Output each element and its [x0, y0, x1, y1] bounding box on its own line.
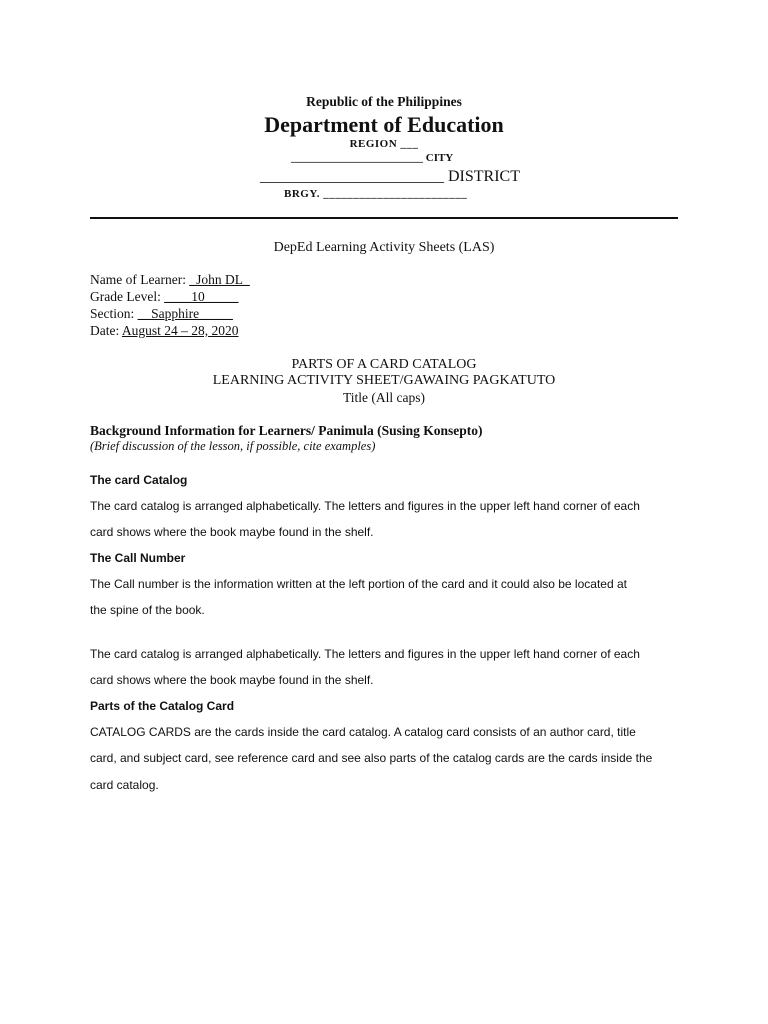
section-value: __Sapphire_____ — [137, 306, 233, 321]
grade-level-row — [90, 289, 238, 305]
section-row — [90, 306, 233, 322]
grade-level-value: ____10_____ — [164, 289, 239, 304]
las-title: DepEd Learning Activity Sheets (LAS) — [273, 240, 495, 255]
brgy-line: BRGY. ________________________ — [284, 188, 468, 200]
paragraph-line: the spine of the book. — [90, 603, 205, 617]
paragraph-line: CATALOG CARDS are the cards inside the card catalog. A catalog card consists of an author card, title — [90, 725, 636, 739]
date-row — [90, 323, 239, 339]
paragraph-line: card shows where the book maybe found in the shelf. — [90, 673, 374, 687]
district-line: _______________________ DISTRICT — [260, 168, 520, 185]
grade-level-label: Grade Level: — [90, 289, 161, 304]
header-divider — [90, 217, 678, 219]
paragraph-line: The card catalog is arranged alphabetically. The letters and figures in the upper left hand corner of each — [90, 647, 640, 661]
department-title: Department of Education — [264, 112, 504, 137]
background-subheading: (Brief discussion of the lesson, if possible, cite examples) — [90, 439, 376, 453]
lesson-title: PARTS OF A CARD CATALOG — [291, 357, 477, 372]
learner-name-value: _John DL_ — [189, 272, 250, 287]
date-label: Date: — [90, 323, 120, 338]
paragraph-line: The Call number is the information written at the left portion of the card and it could also be located at — [90, 577, 627, 591]
city-line: ________________________ CITY — [291, 152, 454, 164]
call-number-heading: The Call Number — [90, 551, 186, 565]
paragraph-line: card, and subject card, see reference card and see also parts of the catalog cards are the cards inside the — [90, 751, 653, 765]
learner-name-row — [90, 272, 250, 288]
paragraph-line: card shows where the book maybe found in the shelf. — [90, 525, 374, 539]
region-line: REGION ___ — [349, 138, 419, 150]
lesson-subtitle: LEARNING ACTIVITY SHEET/GAWAING PAGKATUTO — [212, 373, 556, 388]
learner-name-label: Name of Learner: — [90, 272, 186, 287]
republic-title: Republic of the Philippines — [306, 94, 462, 109]
paragraph-line: card catalog. — [90, 778, 159, 792]
title-note: Title (All caps) — [343, 390, 425, 405]
paragraph-line: The card catalog is arranged alphabetically. The letters and figures in the upper left hand corner of each — [90, 499, 640, 513]
catalog-card-heading: Parts of the Catalog Card — [90, 699, 235, 713]
background-heading: Background Information for Learners/ Panimula (Susing Konsepto) — [90, 423, 483, 438]
date-value: August 24 – 28, 2020 — [121, 323, 239, 338]
card-catalog-heading: The card Catalog — [90, 473, 188, 487]
section-label: Section: — [90, 306, 135, 321]
